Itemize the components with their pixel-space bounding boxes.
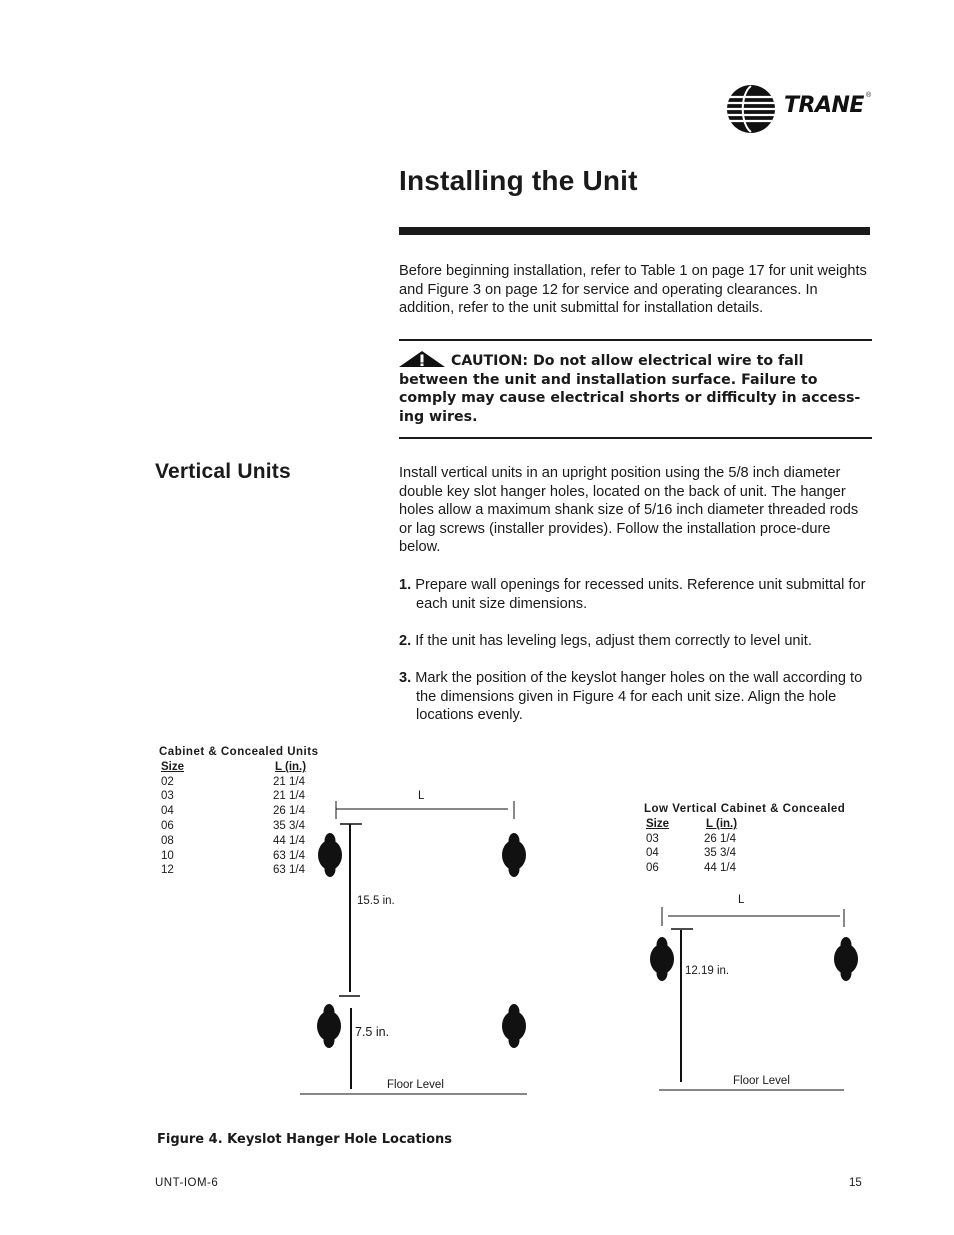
step-number: 2.	[399, 633, 412, 649]
warning-triangle-icon	[399, 351, 445, 367]
keyslot-hole	[834, 937, 858, 981]
table-cell-size: 02	[161, 775, 174, 788]
table-cell-size: 04	[646, 847, 659, 860]
width-label: L	[738, 894, 745, 906]
table-cell-size: 06	[161, 819, 174, 832]
step-1	[399, 576, 874, 613]
table-row	[646, 846, 876, 861]
table-title: Low Vertical Cabinet & Concealed	[644, 803, 846, 815]
table-cell-length: 21 1/4	[273, 790, 305, 803]
dimension-label: 12.19 in.	[685, 965, 730, 977]
table-cell-size: 06	[646, 862, 659, 875]
table-row	[646, 832, 876, 847]
caution-top-rule	[399, 339, 872, 341]
table-cell-size: 08	[161, 834, 174, 847]
table-cell-size: 12	[161, 864, 174, 877]
caution-box	[399, 351, 874, 427]
floor-level-label: Floor Level	[733, 1075, 790, 1087]
trademark-symbol: ®	[866, 92, 872, 99]
table-cell-length: 35 3/4	[704, 847, 736, 860]
trane-globe-icon	[726, 84, 776, 134]
table-header-size: Size	[646, 817, 670, 830]
table-cell-length: 35 3/4	[273, 819, 305, 832]
keyslot-hole	[317, 1004, 341, 1048]
footer-page-number: 15	[849, 1177, 862, 1189]
table-cell-size: 03	[161, 790, 174, 803]
table-header-size: Size	[161, 760, 185, 773]
table-header	[161, 760, 361, 775]
caution-text: Do not allow electrical wire to fall between the unit and installation surface. Failure to comply may cause electrical shorts or difficulty in access-ing wires.	[399, 353, 861, 426]
table-title: Cabinet & Concealed Units	[159, 746, 319, 758]
step-3	[399, 669, 874, 725]
table-cell-length: 26 1/4	[273, 805, 305, 818]
diagram-low-vertical	[650, 900, 860, 1095]
table-row	[161, 775, 361, 790]
keyslot-hole	[318, 833, 342, 877]
table-header-length: L (in.)	[706, 817, 738, 830]
table-cell-size: 03	[646, 832, 659, 845]
step-number: 1.	[399, 577, 412, 593]
table-cell-size: 10	[161, 849, 174, 862]
table-cell-length: 26 1/4	[704, 832, 736, 845]
table-cell-length: 63 1/4	[273, 849, 305, 862]
table-header	[646, 817, 876, 832]
intro-paragraph: Before beginning installation, refer to Table 1 on page 17 for unit weights and Figure 3 on page 12 for service and operating clearances. In addition, refer to the unit submittal for installation details.	[399, 263, 867, 317]
section-heading: Vertical Units	[155, 460, 291, 483]
footer-doc-id: UNT-IOM-6	[155, 1177, 219, 1189]
page-title: Installing the Unit	[399, 165, 638, 196]
step-2	[399, 632, 874, 651]
table-low-vertical	[644, 802, 874, 882]
step-text: Mark the position of the keyslot hanger holes on the wall according to the dimensions given in Figure 4 for each unit size. Align the hole locations evenly.	[415, 670, 863, 724]
table-cell-length: 21 1/4	[273, 775, 305, 788]
trane-logo	[726, 84, 876, 134]
trane-wordmark: TRANE	[784, 93, 864, 118]
step-number: 3.	[399, 670, 412, 686]
title-rule	[399, 227, 870, 235]
caution-bottom-rule	[399, 437, 872, 439]
table-cell-size: 04	[161, 805, 174, 818]
lower-dimension-label: 7.5 in.	[355, 1025, 390, 1039]
figure-caption: Figure 4. Keyslot Hanger Hole Locations	[157, 1132, 453, 1147]
caution-label: CAUTION:	[451, 353, 529, 369]
table-cell-length: 44 1/4	[273, 834, 305, 847]
upper-dimension-label: 15.5 in.	[357, 895, 395, 907]
table-cell-length: 63 1/4	[273, 864, 305, 877]
keyslot-hole	[502, 833, 526, 877]
step-text: If the unit has leveling legs, adjust them correctly to level unit.	[415, 633, 812, 649]
step-text: Prepare wall openings for recessed units. Reference unit submittal for each unit size dimensions.	[415, 577, 866, 612]
floor-level-label: Floor Level	[387, 1079, 444, 1091]
table-header-length: L (in.)	[275, 760, 307, 773]
diagram-cabinet-concealed	[290, 795, 540, 1100]
section-body: Install vertical units in an upright position using the 5/8 inch diameter double key slot hanger holes, located on the back of unit. The hanger holes allow a maximum shank size of 5/16 inch diameter threaded rods or lag screws (installer provides). Follow the installation proce-dure below.	[399, 465, 859, 556]
table-row	[646, 861, 876, 876]
keyslot-hole	[650, 937, 674, 981]
keyslot-hole	[502, 1004, 526, 1048]
table-cell-length: 44 1/4	[704, 862, 736, 875]
width-label: L	[418, 790, 425, 802]
